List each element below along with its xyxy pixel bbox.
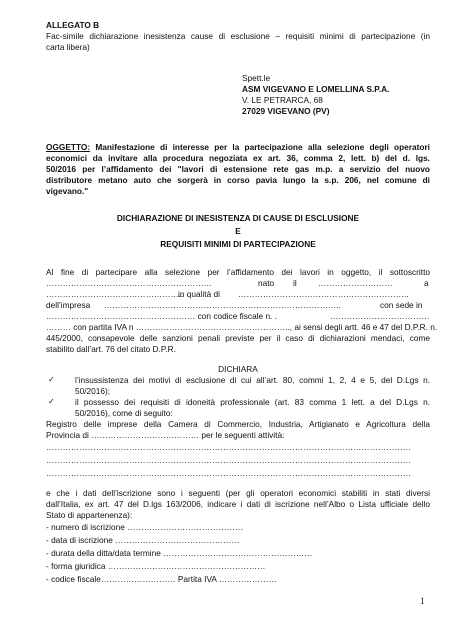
paragraph-2-line-1: e che i dati dell’iscrizione sono i seguenti (per gli operatori economici stabiliti in stati diversi [46,488,430,498]
paragraph-2-line-3: Stato di appartenenza): [46,510,133,520]
vat-number-line: ……… con partita IVA n ……………………………………………….., ai sensi degli artt. 46 e 47 del D.P.R. n. [46,322,438,332]
activities-dots-line-2: …………………………………………………………………………………………………………………… [46,455,412,465]
recipient-salutation: Spett.le [242,73,271,83]
company-dots: ………………………………………………………………………….. [104,300,341,310]
paragraph-1-line-8: stabilito dall’art. 76 del citato D.P.R. [46,344,176,354]
subject-label: OGGETTO: [46,142,91,152]
check-icon: ✓ [48,375,55,384]
check-icon: ✓ [48,397,55,406]
declares-heading: DICHIARA [218,364,258,374]
birth-place-label: a [424,278,429,288]
declaration-heading-line-1: DICHIARAZIONE DI INESISTENZA DI CAUSE DI ESCLUSIONE [116,213,360,223]
exclusion-grounds-line-2: 50/2016); [75,386,111,396]
declaration-heading-line-3: REQUISITI MINIMI DI PARTECIPAZIONE [160,239,316,249]
register-line-2: Provincia di ………………………………… per le seguenti attività: [46,430,285,440]
registration-date-field: - data di iscrizione ……………………………………… [46,535,240,545]
document-subtitle-line-1: Fac-simile dichiarazione inesistenza cause di esclusione – requisiti minimi di partecipazione (in [46,31,430,41]
recipient-name: ASM VIGEVANO E LOMELLINA S.P.A. [242,84,390,94]
professional-requirements-line-2: 50/2016), come di seguito: [75,408,173,418]
headquarters-label: con sede in [380,300,423,310]
applicant-name-dots: …………………………………………………… [46,278,212,288]
activities-dots-line-1: …………………………………………………………………………………………………………………… [46,442,412,452]
paragraph-1-line-1: Al fine di partecipare alla selezione per l’affidamento dei lavori in oggetto, il sottoscritto [46,267,430,277]
document-subtitle-line-2: carta libera) [46,42,90,52]
tax-code-line: ……………………………………………… con codice fiscale n. . [46,311,277,321]
duration-field: - durata della ditta/data termine ……………………………………………… [46,548,313,558]
subject-line-2: economici da invitare alla procedura negoziata ex art. 36, comma 2, lett. b) del d. lgs. [46,153,430,163]
document-title: ALLEGATO B [46,20,100,30]
recipient-street: V. LE PETRARCA, 68 [242,95,323,105]
company-label: dell’impresa [46,300,91,310]
declaration-heading-line-2: E [235,226,241,236]
professional-requirements-line-1: il possesso dei requisiti di idoneità professionale (art. 83 comma 1 lett. a del D.Lgs n. [75,397,430,407]
page-number: 1 [420,596,425,606]
birth-date-label: il [293,278,297,288]
register-line-1: Registro delle imprese della Camera di Commercio, Industria, Artigianato e Agricoltura della [46,419,430,429]
exclusion-grounds-line-1: l’insussistenza dei motivi di esclusione di cui all’art. 80, commi 1, 2, 4 e 5, del D.Lgs n. [75,375,430,385]
subject-line-5: vigevano." [46,186,89,196]
tax-code-vat-field: - codice fiscale……………………… Partita IVA ………………… [46,574,277,584]
birth-place-dots: ………………………………………….. [46,289,184,299]
role-label: in qualità di [178,289,220,299]
recipient-city: 27029 VIGEVANO (PV) [242,106,330,116]
subject-line-4: distributore metano auto che sorgerà in corso pavia lungo la s.p. 206, nel comune di [46,175,430,185]
subject-line-3: 50/2016 per l’affidamento dei "lavori di estensione rete gas m.p. a servizio del nuovo [46,164,430,174]
paragraph-1-line-7: 445/2000, consapevole delle sanzioni penali previste per il caso di dichiarazioni mendaci, come [46,333,430,343]
subject-line-1 [46,142,430,152]
subject-line-1-text: Manifestazione di interesse per la partecipazione alla selezione degli operatori [95,142,430,152]
activities-dots-line-3: …………………………………………………………………………………………………………………… [46,468,412,478]
legal-form-field: - forma giuridica ………………………………………………… [46,561,266,571]
tax-code-dots: ……………………………… [330,311,430,321]
registration-number-field: - numero di iscrizione …………………………………… [46,522,244,532]
born-label: nato [258,278,275,288]
role-dots: …………………………………………………….. [238,289,409,299]
birth-date-dots: ……………………… [318,278,393,288]
paragraph-2-line-2: dall’Italia, ex art. 47 del D.lgs 163/2006, indicare i dati di iscrizione nell’Albo o Lista ufficiale dello [46,499,430,509]
